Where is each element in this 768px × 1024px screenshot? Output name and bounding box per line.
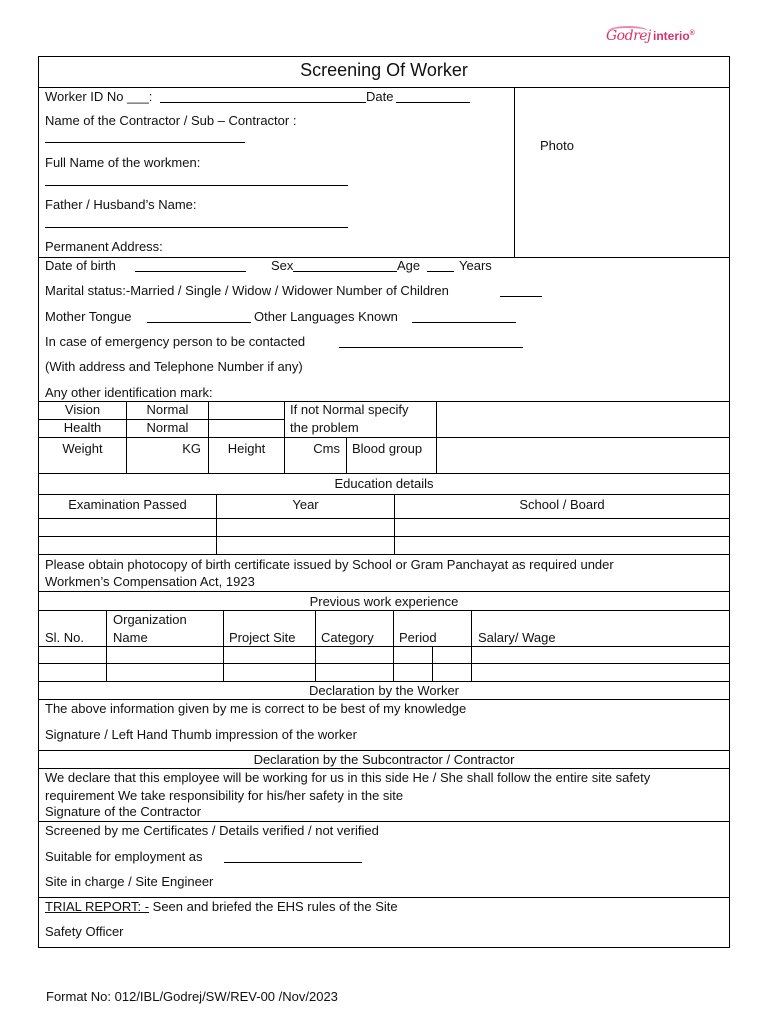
- experience-col-site: [224, 611, 316, 646]
- health-label: Health: [63, 420, 102, 435]
- education-col-exam-label: Examination Passed: [68, 497, 187, 512]
- children-count-field[interactable]: [500, 296, 542, 297]
- experience-cell[interactable]: [316, 664, 394, 681]
- title-row: [39, 57, 729, 88]
- education-row: [39, 537, 729, 555]
- date-label: Date: [366, 89, 394, 104]
- experience-col-org-label-2: Name: [113, 630, 148, 645]
- vision-health-values: [127, 402, 209, 437]
- experience-cell[interactable]: [107, 664, 224, 681]
- other-languages-field[interactable]: [412, 322, 516, 323]
- form-title: Screening Of Worker: [300, 60, 468, 80]
- education-heading-row: [39, 474, 729, 495]
- full-name-field[interactable]: [45, 185, 348, 186]
- father-name-label: Father / Husband’s Name:: [45, 197, 197, 212]
- experience-cell[interactable]: [224, 647, 316, 663]
- experience-col-period-label: Period: [399, 630, 437, 645]
- worker-signature-label: Signature / Left Hand Thumb impression of the worker: [45, 727, 357, 742]
- height-label: Height: [227, 441, 266, 456]
- vision-value: Normal: [146, 402, 189, 417]
- weight-label: Weight: [62, 441, 103, 456]
- health-value: Normal: [146, 420, 189, 435]
- sex-field[interactable]: [293, 271, 397, 272]
- marital-status-label: Marital status:-Married / Single / Widow / Widower Number of Children: [45, 283, 449, 298]
- experience-col-site-label: Project Site: [229, 630, 296, 645]
- blood-group-label: Blood group: [352, 441, 423, 456]
- education-cell[interactable]: [217, 537, 395, 554]
- experience-header-row: [39, 611, 729, 647]
- sex-label: Sex: [271, 258, 294, 273]
- age-field[interactable]: [427, 271, 454, 272]
- education-header-row: [39, 495, 729, 519]
- vision-health-labels: [39, 402, 127, 437]
- vision-health-blank-divider: [209, 419, 284, 420]
- contractor-name-label: Name of the Contractor / Sub – Contractor :: [45, 113, 297, 128]
- full-name-label: Full Name of the workmen:: [45, 155, 201, 170]
- birth-certificate-note-row: [39, 555, 729, 592]
- experience-col-sl-label: Sl. No.: [45, 630, 85, 645]
- logo-brand-script: Godrej: [606, 28, 651, 44]
- worker-declaration-heading: Declaration by the Worker: [308, 683, 460, 698]
- contractor-declaration-line2: requirement We take responsibility for his/her safety in the site: [45, 788, 404, 803]
- emergency-contact-note: (With address and Telephone Number if any): [45, 359, 303, 374]
- other-languages-label: Other Languages Known: [254, 309, 398, 324]
- education-col-year-label: Year: [292, 497, 319, 512]
- worker-id-field[interactable]: [160, 102, 366, 103]
- vision-label: Vision: [64, 402, 101, 417]
- education-cell[interactable]: [39, 519, 217, 536]
- trial-report-line: [45, 899, 398, 914]
- blood-group-label-cell: [347, 438, 437, 473]
- experience-cell[interactable]: [433, 647, 472, 663]
- father-name-field[interactable]: [45, 227, 348, 228]
- experience-row: [39, 664, 729, 682]
- emergency-contact-field[interactable]: [339, 347, 523, 348]
- experience-cell[interactable]: [39, 647, 107, 663]
- weight-value-cell[interactable]: [127, 438, 209, 473]
- suitable-employment-field[interactable]: [224, 862, 362, 863]
- worker-declaration-text: The above information given by me is correct to be best of my knowledge: [45, 701, 467, 716]
- experience-col-category-label: Category: [321, 630, 374, 645]
- worker-declaration-body: [39, 700, 729, 751]
- personal-info-fields: [39, 88, 515, 257]
- vision-health-row: [39, 402, 729, 438]
- problem-spec-cell: [285, 402, 437, 437]
- the-problem-label: the problem: [290, 420, 359, 435]
- date-field[interactable]: [396, 102, 470, 103]
- photo-label: Photo: [540, 138, 574, 153]
- experience-cell[interactable]: [394, 664, 433, 681]
- experience-cell[interactable]: [107, 647, 224, 663]
- education-cell[interactable]: [395, 519, 729, 536]
- experience-cell[interactable]: [224, 664, 316, 681]
- logo-brand-word: interio®: [653, 29, 695, 43]
- dob-label: Date of birth: [45, 258, 116, 273]
- years-label: Years: [459, 258, 492, 273]
- experience-cell[interactable]: [472, 664, 729, 681]
- experience-col-sl: [39, 611, 107, 646]
- contractor-declaration-line1: We declare that this employee will be working for us in this side He / She shall follow the entire site safety: [45, 770, 651, 785]
- contractor-signature-label: Signature of the Contractor: [45, 804, 202, 819]
- age-label: Age: [397, 258, 421, 273]
- experience-col-period: [394, 611, 472, 646]
- screening-block: [39, 822, 729, 898]
- site-in-charge-label: Site in charge / Site Engineer: [45, 874, 214, 889]
- if-not-normal-label: If not Normal specify: [290, 402, 409, 417]
- permanent-address-label: Permanent Address:: [45, 239, 163, 254]
- education-col-exam: [39, 495, 217, 518]
- experience-cell[interactable]: [394, 647, 433, 663]
- experience-cell[interactable]: [433, 664, 472, 681]
- experience-col-category: [316, 611, 394, 646]
- experience-col-org: [107, 611, 224, 646]
- weight-height-row: [39, 438, 729, 474]
- trial-report-text: Seen and briefed the EHS rules of the Site: [149, 899, 398, 914]
- height-label-cell: [209, 438, 285, 473]
- experience-col-salary-label: Salary/ Wage: [478, 630, 556, 645]
- screening-form: [38, 56, 730, 948]
- experience-heading: Previous work experience: [309, 594, 459, 609]
- contractor-declaration-heading-row: [39, 751, 729, 769]
- blood-group-field[interactable]: [437, 438, 729, 473]
- experience-col-org-label-1: Organization: [113, 612, 187, 627]
- education-col-school-label: School / Board: [519, 497, 605, 512]
- godrej-interio-logo: [606, 26, 706, 50]
- worker-id-label: Worker ID No ___:: [45, 89, 153, 104]
- screened-by-label: Screened by me Certificates / Details verified / not verified: [45, 823, 379, 838]
- identification-mark-label: Any other identification mark:: [45, 385, 213, 400]
- details-block: [39, 258, 729, 402]
- emergency-contact-label: In case of emergency person to be contacted: [45, 334, 306, 349]
- vision-health-blank[interactable]: [209, 402, 285, 437]
- education-col-year: [217, 495, 395, 518]
- kg-label: KG: [182, 441, 201, 456]
- suitable-employment-label: Suitable for employment as: [45, 849, 203, 864]
- education-cell[interactable]: [39, 537, 217, 554]
- education-cell[interactable]: [217, 519, 395, 536]
- contractor-name-field[interactable]: [45, 142, 245, 143]
- mother-tongue-label: Mother Tongue: [45, 309, 132, 324]
- dob-field[interactable]: [135, 271, 246, 272]
- personal-info-block: [39, 88, 729, 258]
- education-cell[interactable]: [395, 537, 729, 554]
- trial-report-label: TRIAL REPORT: -: [45, 899, 150, 914]
- weight-label-cell: [39, 438, 127, 473]
- education-heading: Education details: [334, 476, 434, 491]
- birth-note-line2: Workmen’s Compensation Act, 1923: [45, 574, 255, 589]
- safety-officer-label: Safety Officer: [45, 924, 124, 939]
- worker-declaration-heading-row: [39, 682, 729, 700]
- contractor-declaration-heading: Declaration by the Subcontractor / Contractor: [253, 752, 515, 767]
- format-number: Format No: 012/IBL/Godrej/SW/REV-00 /Nov/2023: [46, 989, 338, 1004]
- experience-cell[interactable]: [316, 647, 394, 663]
- trial-report-block: [39, 898, 729, 948]
- birth-note-line1: Please obtain photocopy of birth certificate issued by School or Gram Panchayat as required under: [45, 557, 614, 572]
- problem-spec-field[interactable]: [437, 402, 729, 437]
- mother-tongue-field[interactable]: [147, 322, 251, 323]
- height-value-cell[interactable]: [285, 438, 347, 473]
- experience-row: [39, 647, 729, 664]
- experience-cell[interactable]: [472, 647, 729, 663]
- education-row: [39, 519, 729, 537]
- experience-cell[interactable]: [39, 664, 107, 681]
- education-col-school: [395, 495, 729, 518]
- experience-heading-row: [39, 592, 729, 611]
- experience-col-salary: [472, 611, 729, 646]
- photo-box[interactable]: [515, 88, 729, 257]
- contractor-declaration-body: [39, 769, 729, 822]
- cms-label: Cms: [313, 441, 340, 456]
